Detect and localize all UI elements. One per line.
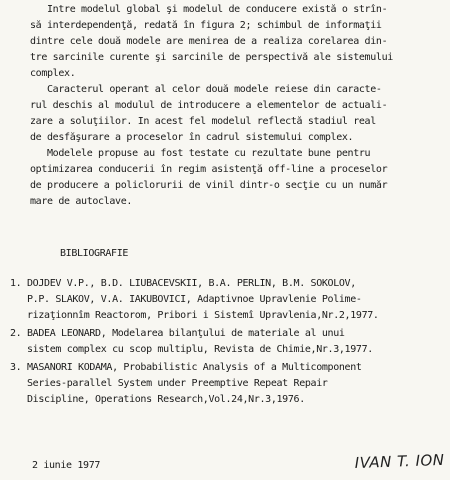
document-date: 2 iunie 1977 — [32, 460, 101, 471]
bibliography-heading: BIBLIOGRAFIE — [60, 248, 129, 259]
paragraph-2-line-8: mare de autoclave. — [30, 196, 133, 207]
bibliography-entry-3-line-1: 3. MASANORI KODAMA, Probabilistic Analysis of a Multicomponent — [10, 362, 362, 373]
bibliography-entry-1-line-2: P.P. SLAKOV, V.A. IAKUBOVICI, Adaptivnoe Upravlenie Polime- — [10, 294, 362, 305]
bibliography-entry-2-line-1: 2. BADEA LEONARD, Modelarea bilanţului de materiale al unui — [10, 328, 345, 339]
paragraph-2-line-5: Modelele propuse au fost testate cu rezultate bune pentru — [30, 148, 371, 159]
paragraph-2-line-7: de producere a policlorurii de vinil dintr-o secţie cu un număr — [30, 180, 388, 191]
paragraph-1-line-4: tre sarcinile curente şi sarcinile de perspectivă ale sistemului — [30, 52, 393, 63]
paragraph-1-line-3: dintre cele două modele are menirea de a realiza corelarea din- — [30, 36, 388, 47]
bibliography-entry-3-line-2: Series-parallel System under Preemptive Repeat Repair — [10, 378, 328, 389]
handwritten-signature: IVAN T. ION — [354, 450, 445, 472]
paragraph-1-line-5: complex. — [30, 68, 76, 79]
bibliography-entry-1-line-3: rizaţionnîm Reactorom, Pribori i Sistemî Upravlenia,Nr.2,1977. — [10, 310, 379, 321]
paragraph-2-line-3: zare a soluţiilor. In acest fel modelul reflectă stadiul real — [30, 116, 376, 127]
paragraph-2-line-1: Caracterul operant al celor două modele reiese din caracte- — [30, 84, 382, 95]
paragraph-1-line-1: Intre modelul global şi modelul de conducere există o strîn- — [30, 4, 388, 15]
paragraph-2-line-4: de desfăşurare a proceselor în cadrul sistemului complex. — [30, 132, 354, 143]
bibliography-entry-1-line-1: 1. DOJDEV V.P., B.D. LIUBACEVSKII, B.A. PERLIN, B.M. SOKOLOV, — [10, 278, 356, 289]
paragraph-1-line-2: să interdependenţă, redată în figura 2; schimbul de informaţii — [30, 20, 382, 31]
bibliography-entry-3-line-3: Discipline, Operations Research,Vol.24,Nr.3,1976. — [10, 394, 305, 405]
bibliography-entry-2-line-2: sistem complex cu scop multiplu, Revista de Chimie,Nr.3,1977. — [10, 344, 373, 355]
paragraph-2-line-6: optimizarea conducerii în regim asistenţă off-line a proceselor — [30, 164, 388, 175]
paragraph-2-line-2: rul deschis al modulul de introducere a elementelor de actuali- — [30, 100, 388, 111]
